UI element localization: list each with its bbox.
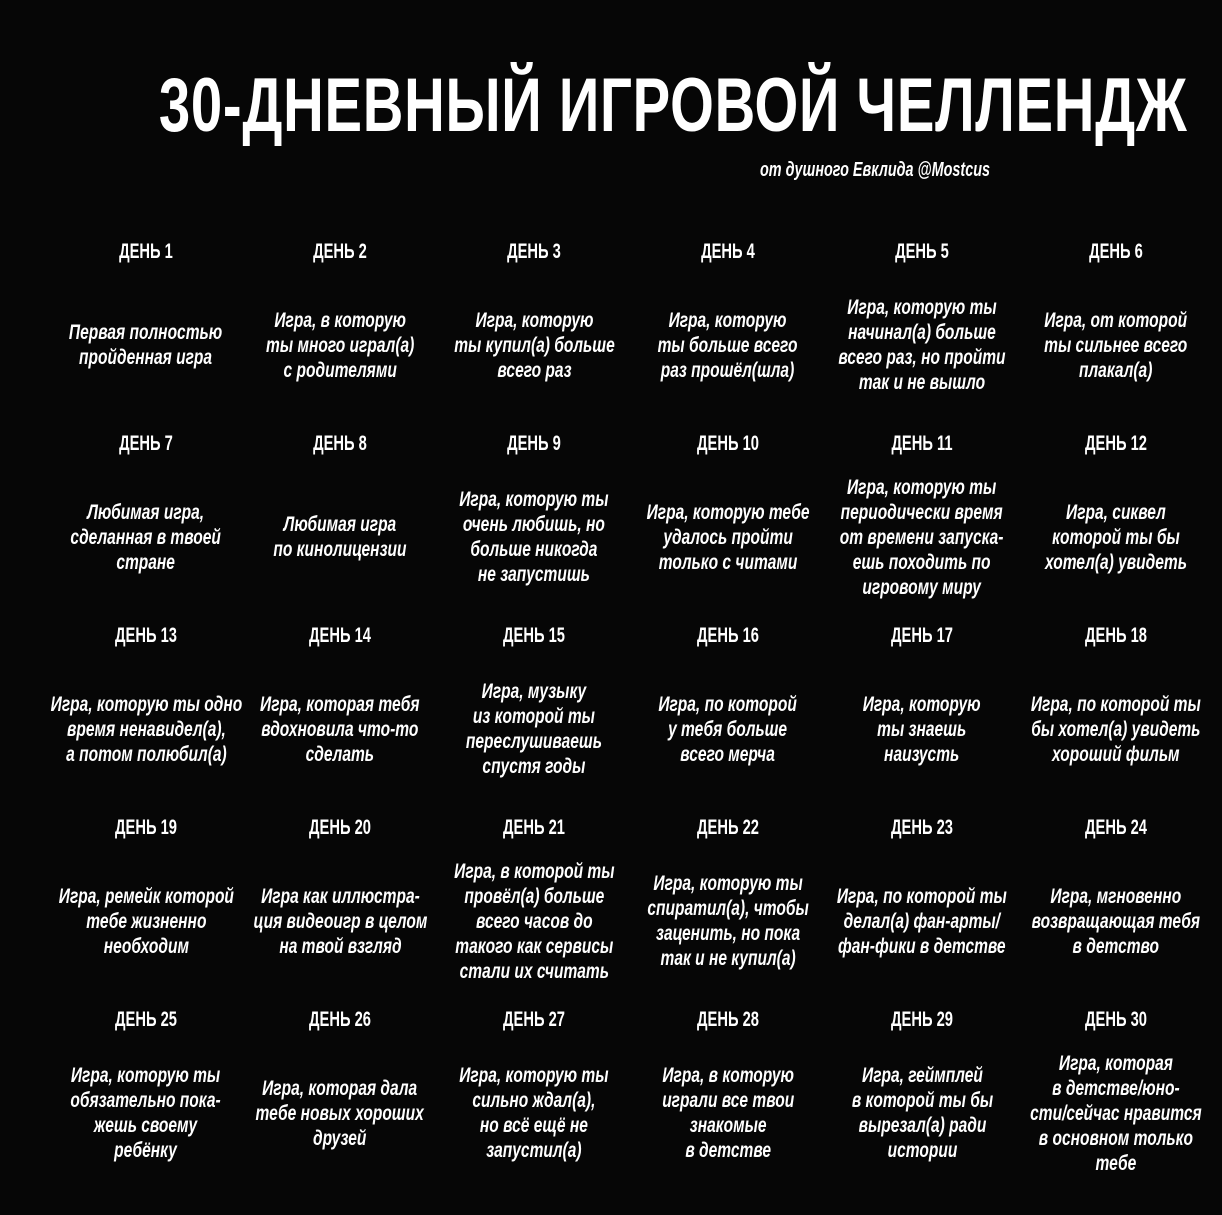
day-card: [631, 606, 825, 798]
day-card: [631, 414, 825, 606]
day-prompt: Игра, которая тебя вдохновила что-то сделать: [260, 692, 420, 766]
day-label: ДЕНЬ 5: [895, 240, 949, 263]
day-label: ДЕНЬ 30: [1085, 1008, 1147, 1031]
day-prompt: Игра, которую ты знаешь наизусть: [863, 692, 981, 766]
day-prompt: Игра, которую ты купил(а) больше всего раз: [453, 308, 615, 382]
author-credit: от душного Евклида @Mostcus: [760, 159, 991, 181]
day-card: [1019, 222, 1213, 414]
challenge-grid: [49, 222, 1209, 1182]
day-prompt: Игра, по которой ты бы хотел(а) увидеть хороший фильм: [1031, 692, 1201, 766]
day-prompt: Игра, которую ты обязательно пока- жешь своему ребёнку: [70, 1064, 222, 1162]
day-prompt: Любимая игра, сделанная в твоей стране: [70, 500, 222, 574]
day-prompt: Игра, в которую ты много играл(а) с родителями: [265, 308, 415, 382]
day-card: [243, 990, 437, 1182]
challenge-row: [49, 606, 1209, 798]
day-card: [243, 222, 437, 414]
day-card: [825, 606, 1019, 798]
day-card: [1019, 414, 1213, 606]
day-prompt: Игра, геймплей в которой ты бы вырезал(а) ради истории: [851, 1064, 993, 1162]
day-card: [437, 606, 631, 798]
day-prompt-container: [999, 674, 1222, 784]
day-label: ДЕНЬ 9: [507, 432, 561, 455]
challenge-row: [49, 222, 1209, 414]
day-label: ДЕНЬ 22: [697, 816, 759, 839]
day-card: [825, 990, 1019, 1182]
day-label: ДЕНЬ 14: [309, 624, 371, 647]
day-label: ДЕНЬ 17: [891, 624, 953, 647]
day-prompt-container: [999, 290, 1222, 400]
day-label: ДЕНЬ 26: [309, 1008, 371, 1031]
day-label: ДЕНЬ 11: [891, 432, 953, 455]
day-prompt: Игра, которую тебе удалось пройти только с читами: [646, 500, 810, 574]
day-prompt: Первая полностью пройденная игра: [69, 321, 223, 369]
day-prompt: Игра, по которой у тебя больше всего мерча: [658, 692, 798, 766]
day-label: ДЕНЬ 29: [891, 1008, 953, 1031]
day-prompt: Игра, которая в детстве/юно- сти/сейчас нравится в основном только тебе: [1030, 1051, 1202, 1175]
day-card: [49, 798, 243, 990]
day-card: [243, 606, 437, 798]
day-card: [825, 414, 1019, 606]
page-title: 30-ДНЕВНЫЙ ИГРОВОЙ ЧЕЛЛЕНДЖ: [158, 63, 1188, 148]
day-prompt: Игра, музыку из которой ты переслушиваешь спустя годы: [465, 680, 603, 778]
day-prompt: Игра, которую ты очень любишь, но больше никогда не запустишь: [459, 488, 609, 586]
day-label: ДЕНЬ 18: [1085, 624, 1147, 647]
day-card: [1019, 798, 1213, 990]
day-prompt: Игра, сиквел которой ты бы хотел(а) увидеть: [1045, 500, 1187, 574]
day-card: [825, 798, 1019, 990]
day-prompt: Игра как иллюстра- ция видеоигр в целом на твой взгляд: [253, 884, 427, 958]
day-label: ДЕНЬ 6: [1089, 240, 1143, 263]
day-label: ДЕНЬ 2: [313, 240, 367, 263]
day-card: [1019, 606, 1213, 798]
day-card: [437, 990, 631, 1182]
day-label: ДЕНЬ 19: [115, 816, 177, 839]
day-card: [631, 798, 825, 990]
day-label: ДЕНЬ 13: [115, 624, 177, 647]
day-label: ДЕНЬ 25: [115, 1008, 177, 1031]
day-card: [49, 414, 243, 606]
day-label: ДЕНЬ 8: [313, 432, 367, 455]
day-prompt: Игра, которая дала тебе новых хороших друзей: [255, 1076, 425, 1150]
day-label: ДЕНЬ 20: [309, 816, 371, 839]
day-label: ДЕНЬ 21: [503, 816, 565, 839]
day-card: [49, 990, 243, 1182]
day-card: [437, 414, 631, 606]
day-label: ДЕНЬ 10: [697, 432, 759, 455]
day-label: ДЕНЬ 7: [119, 432, 173, 455]
day-prompt: Игра, которую ты больше всего раз прошёл(шла): [658, 308, 798, 382]
day-label: ДЕНЬ 27: [503, 1008, 565, 1031]
day-prompt: Игра, ремейк которой тебе жизненно необходим: [58, 884, 234, 958]
day-prompt: Игра, которую ты одно время ненавидел(а), а потом полюбил(а): [50, 692, 242, 766]
challenge-row: [49, 990, 1209, 1182]
day-label: ДЕНЬ 12: [1085, 432, 1147, 455]
day-label: ДЕНЬ 28: [697, 1008, 759, 1031]
day-prompt: Игра, в которой ты провёл(а) больше всего часов до такого как сервисы стали их считать: [453, 859, 615, 983]
day-prompt: Игра, по которой ты делал(а) фан-арты/ фан-фики в детстве: [837, 884, 1007, 958]
day-card: [1019, 990, 1213, 1182]
day-card: [49, 606, 243, 798]
challenge-row: [49, 414, 1209, 606]
day-prompt: Любимая игра по кинолицензии: [273, 513, 407, 561]
day-prompt: Игра, от которой ты сильнее всего плакал(а): [1044, 308, 1188, 382]
day-card: [49, 222, 243, 414]
day-label: ДЕНЬ 1: [119, 240, 173, 263]
day-prompt: Игра, которую ты спиратил(а), чтобы заценить, но пока так и не купил(а): [647, 872, 809, 970]
day-label: ДЕНЬ 15: [503, 624, 565, 647]
day-prompt: Игра, которую ты начинал(а) больше всего раз, но пройти так и не вышло: [838, 296, 1006, 394]
day-card: [437, 222, 631, 414]
day-label: ДЕНЬ 23: [891, 816, 953, 839]
day-card: [437, 798, 631, 990]
day-card: [631, 990, 825, 1182]
challenge-row: [49, 798, 1209, 990]
day-card: [243, 414, 437, 606]
day-label: ДЕНЬ 4: [701, 240, 755, 263]
day-prompt-container: [999, 866, 1222, 976]
day-card: [631, 222, 825, 414]
day-prompt: Игра, которую ты периодически время от времени запуска- ешь походить по игровому миру: [840, 475, 1004, 599]
day-prompt-container: [999, 482, 1222, 592]
day-label: ДЕНЬ 24: [1085, 816, 1147, 839]
day-prompt: Игра, в которую играли все твои знакомые в детстве: [662, 1064, 794, 1162]
day-card: [243, 798, 437, 990]
day-prompt-container: [999, 1051, 1222, 1175]
day-label: ДЕНЬ 16: [697, 624, 759, 647]
day-prompt: Игра, мгновенно возвращающая тебя в детство: [1031, 884, 1201, 958]
day-card: [825, 222, 1019, 414]
day-prompt: Игра, которую ты сильно ждал(а), но всё ещё не запустил(а): [459, 1064, 609, 1162]
day-label: ДЕНЬ 3: [507, 240, 561, 263]
